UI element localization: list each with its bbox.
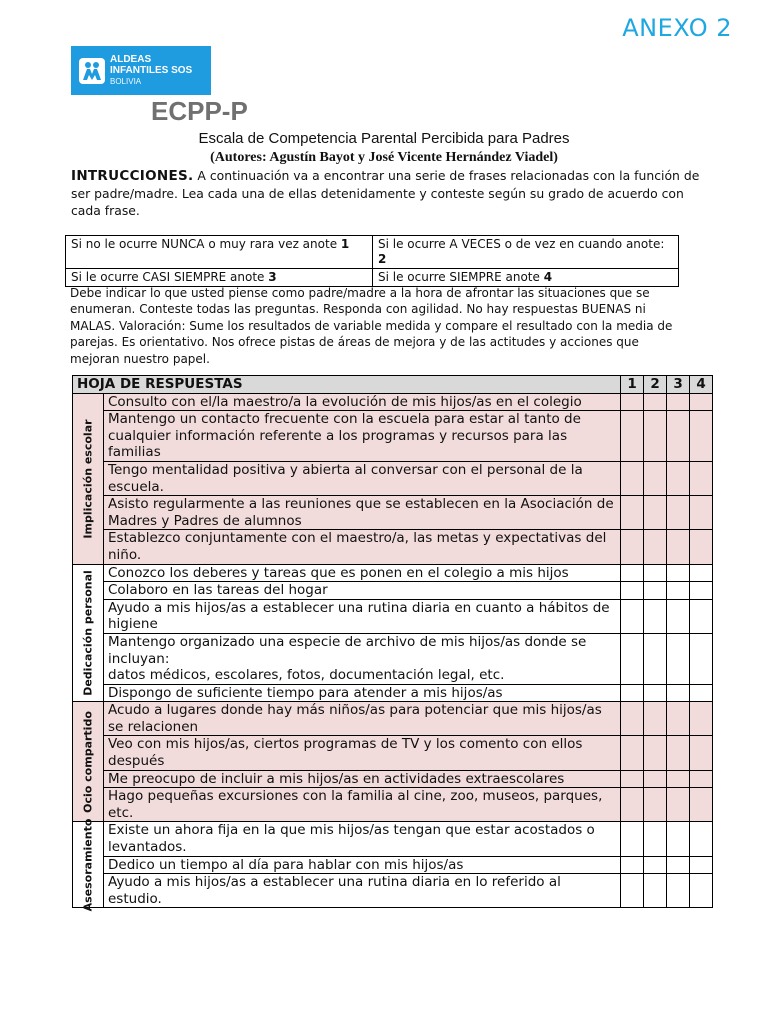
question-text: Conozco los deberes y tareas que es ponen en el colegio a mis hijos [104,564,621,582]
answer-box-2[interactable] [644,684,667,702]
logo-text-line3: BOLIVIA [110,77,142,86]
answer-box-4[interactable] [690,393,713,411]
answer-box-4[interactable] [690,530,713,564]
answer-row [73,684,713,702]
answer-box-4[interactable] [690,856,713,874]
answer-box-1[interactable] [621,770,644,788]
document-authors: (Autores: Agustín Bayot y José Vicente Hernández Viadel) [210,150,558,165]
answer-box-1[interactable] [621,822,644,856]
answer-row [73,530,713,564]
answer-box-3[interactable] [667,599,690,633]
answer-box-2[interactable] [644,702,667,736]
instructions-text: A continuación va a encontrar una serie de frases relacionadas con la función de ser padre/madre. Lea cada una de ellas detenidamente y conteste según su grado de acuerdo con cada frase. [71,168,700,218]
answer-box-4[interactable] [690,770,713,788]
answer-box-1[interactable] [621,496,644,530]
category-label: Dedicación personal [81,570,95,696]
answer-row [73,702,713,736]
answer-box-3[interactable] [667,822,690,856]
scale-legend-table [65,235,679,287]
category-label-cell [73,818,104,912]
question-text: Asisto regularmente a las reuniones que se establecen en la Asociación de Madres y Padres de alumnos [104,496,621,530]
answer-box-4[interactable] [690,599,713,633]
answer-row [73,461,713,495]
answer-box-2[interactable] [644,770,667,788]
scale-almost-cell: Si le ocurre CASI SIEMPRE anote 3 [66,269,373,287]
question-text: Tengo mentalidad positiva y abierta al conversar con el personal de la escuela. [104,461,621,495]
answer-box-2[interactable] [644,856,667,874]
answer-box-4[interactable] [690,496,713,530]
category-label: Asesoramiento [81,818,95,912]
answer-box-1[interactable] [621,564,644,582]
question-text: Existe un ahora fija en la que mis hijos/as tengan que estar acostados o levantados. [104,822,621,856]
answer-row [73,496,713,530]
answer-box-2[interactable] [644,788,667,822]
instructions-heading: INTRUCCIONES. [71,168,194,184]
answer-box-1[interactable] [621,411,644,462]
answer-box-3[interactable] [667,788,690,822]
answer-box-4[interactable] [690,411,713,462]
question-text: Me preocupo de incluir a mis hijos/as en actividades extraescolares [104,770,621,788]
question-text: Hago pequeñas excursiones con la familia al cine, zoo, museos, parques, etc. [104,788,621,822]
answer-box-4[interactable] [690,874,713,908]
answer-box-3[interactable] [667,461,690,495]
answer-box-1[interactable] [621,856,644,874]
answer-row [73,788,713,822]
question-text: Establezco conjuntamente con el maestro/a, las metas y expectativas del niño. [104,530,621,564]
logo-text-line2: INFANTILES SOS [110,65,193,76]
answer-box-1[interactable] [621,633,644,684]
answer-box-2[interactable] [644,874,667,908]
question-text: Mantengo un contacto frecuente con la escuela para estar al tanto de cualquier información referente a los programas y recursos para las familias [104,411,621,462]
answer-sheet-header-row [73,376,713,394]
answer-box-1[interactable] [621,582,644,600]
answer-box-1[interactable] [621,461,644,495]
answer-box-1[interactable] [621,736,644,770]
answer-box-3[interactable] [667,582,690,600]
question-text: Ayudo a mis hijos/as a establecer una rutina diaria en cuanto a hábitos de higiene [104,599,621,633]
answer-box-3[interactable] [667,633,690,684]
answer-box-2[interactable] [644,393,667,411]
answer-row [73,770,713,788]
answer-box-1[interactable] [621,393,644,411]
scale-always-cell: Si le ocurre SIEMPRE anote 4 [373,269,679,287]
answer-row [73,633,713,684]
answer-row [73,822,713,856]
answer-box-1[interactable] [621,702,644,736]
col-header-1: 1 [621,376,644,394]
instructions [71,167,707,219]
answer-box-3[interactable] [667,856,690,874]
answer-box-1[interactable] [621,530,644,564]
answer-box-1[interactable] [621,684,644,702]
answer-box-4[interactable] [690,633,713,684]
answer-box-2[interactable] [644,822,667,856]
answer-box-2[interactable] [644,582,667,600]
answer-sheet-title: HOJA DE RESPUESTAS [73,376,621,394]
answer-box-4[interactable] [690,702,713,736]
answer-box-4[interactable] [690,736,713,770]
scale-never-cell: Si no le ocurre NUNCA o muy rara vez anote 1 [66,236,373,269]
answer-box-3[interactable] [667,411,690,462]
question-text: Dispongo de suficiente tiempo para atender a mis hijos/as [104,684,621,702]
category-label-cell [73,564,104,702]
question-text: Acudo a lugares donde hay más niños/as para potenciar que mis hijos/as se relacionen [104,702,621,736]
answer-row [73,411,713,462]
answer-box-2[interactable] [644,496,667,530]
answer-row [73,582,713,600]
aldeas-sos-logo [71,46,211,95]
category-label-cell [73,702,104,822]
answer-box-2[interactable] [644,633,667,684]
answer-box-2[interactable] [644,599,667,633]
logo-text-line1: ALDEAS [110,54,152,65]
answer-row [73,856,713,874]
question-text: Mantengo organizado una especie de archivo de mis hijos/as donde se incluyan: datos médicos, escolares, fotos, documentación legal, etc. [104,633,621,684]
answer-box-4[interactable] [690,461,713,495]
answer-box-1[interactable] [621,599,644,633]
answer-box-2[interactable] [644,411,667,462]
question-text: Dedico un tiempo al día para hablar con mis hijos/as [104,856,621,874]
question-text: Colaboro en las tareas del hogar [104,582,621,600]
answer-row [73,874,713,908]
answer-row [73,564,713,582]
answer-box-4[interactable] [690,564,713,582]
annex-label: ANEXO 2 [622,14,732,42]
answer-box-4[interactable] [690,788,713,822]
category-label: Ocio compartido [81,710,95,813]
question-text: Consulto con el/la maestro/a la evolución de mis hijos/as en el colegio [104,393,621,411]
answer-box-2[interactable] [644,530,667,564]
answer-box-2[interactable] [644,461,667,495]
answer-box-3[interactable] [667,684,690,702]
answer-row [73,736,713,770]
answer-box-1[interactable] [621,788,644,822]
answer-box-3[interactable] [667,496,690,530]
col-header-4: 4 [690,376,713,394]
col-header-2: 2 [644,376,667,394]
answer-box-4[interactable] [690,822,713,856]
category-label: Implicación escolar [81,418,95,539]
answer-box-3[interactable] [667,736,690,770]
sos-children-icon [79,58,105,84]
document-title: Escala de Competencia Parental Percibida para Padres [198,130,570,147]
scale-sometimes-cell: Si le ocurre A VECES o de vez en cuando anote: 2 [373,236,679,269]
category-label-cell [73,393,104,564]
answer-row [73,393,713,411]
instructions-note: Debe indicar lo que usted piense como padre/madre a la hora de afrontar las situaciones que se enumeran. Conteste todas las preguntas. Responda con agilidad. No hay respuestas BUENAS ni MALAS. Valoración: Sume los resultados de variable medida y compare el resultado con la media de parejas. Es orientativo. Nos ofrece pistas de áreas de mejora y de las actitudes y acciones que mejoran nuestro papel. [70,286,673,366]
answer-box-3[interactable] [667,874,690,908]
answer-box-3[interactable] [667,564,690,582]
answer-box-1[interactable] [621,874,644,908]
answer-box-3[interactable] [667,770,690,788]
col-header-3: 3 [667,376,690,394]
answer-box-3[interactable] [667,530,690,564]
question-text: Veo con mis hijos/as, ciertos programas de TV y los comento con ellos después [104,736,621,770]
document-code: ECPP-P [151,96,248,126]
answer-box-2[interactable] [644,564,667,582]
answer-box-2[interactable] [644,736,667,770]
answer-box-4[interactable] [690,684,713,702]
answer-box-3[interactable] [667,702,690,736]
answer-box-3[interactable] [667,393,690,411]
question-text: Ayudo a mis hijos/as a establecer una rutina diaria en lo referido al estudio. [104,874,621,908]
answer-row [73,599,713,633]
answer-sheet-table [72,375,713,912]
answer-box-4[interactable] [690,582,713,600]
